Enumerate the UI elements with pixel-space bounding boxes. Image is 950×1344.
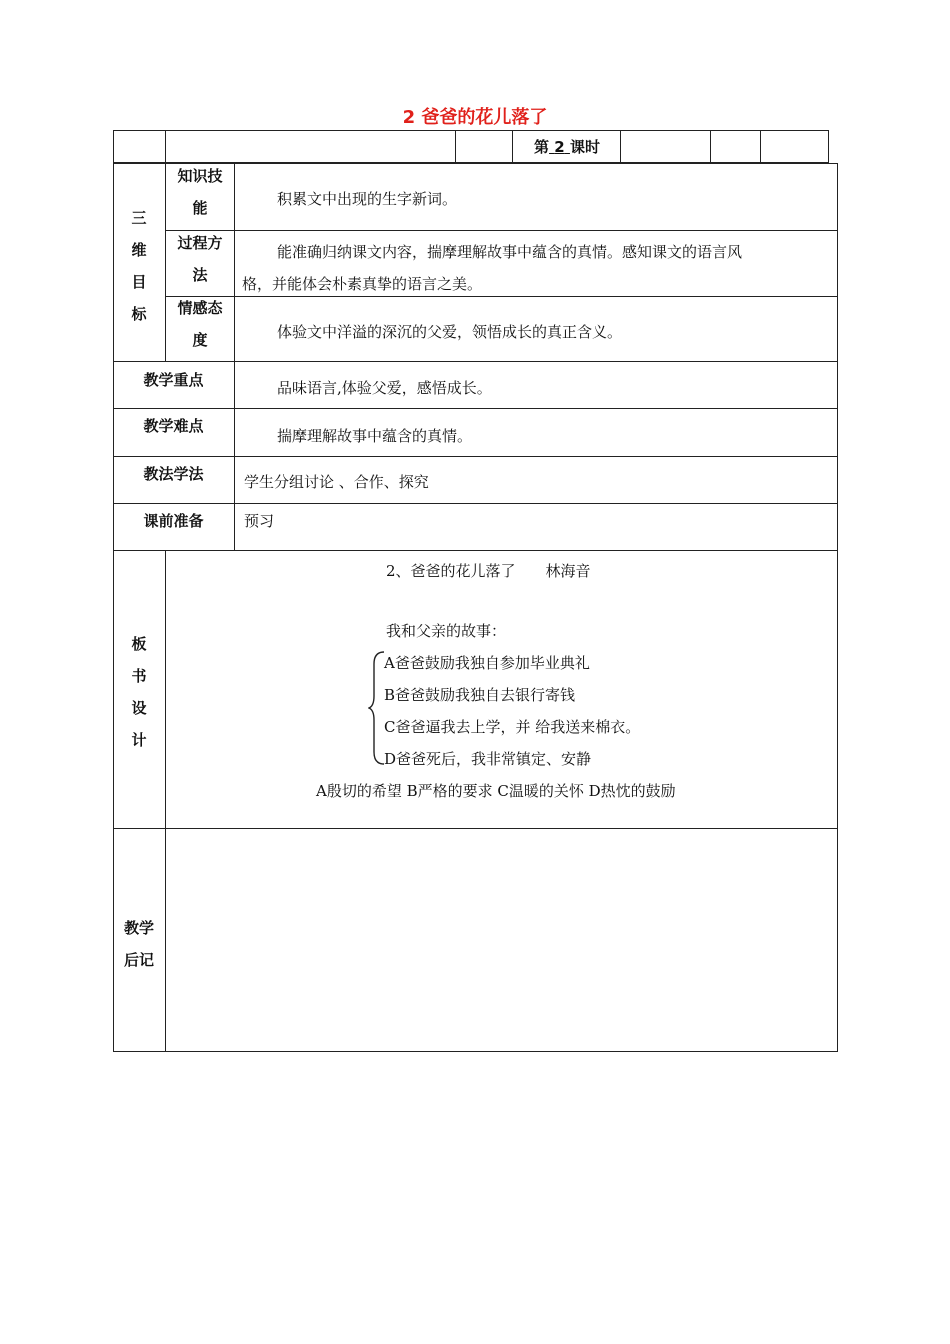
method-label: 教法学法 — [143, 465, 204, 483]
list-item: A爸爸鼓励我独自参加毕业典礼 — [384, 654, 590, 672]
focus-content: 品味语言,体验父爱，感悟成长。 — [277, 379, 492, 397]
list-item: C爸爸逼我去上学，并 给我送来棉衣。 — [384, 718, 641, 736]
knowledge-content: 积累文中出现的生字新词。 — [277, 190, 458, 208]
page-title: 2 爸爸的花儿落了 — [402, 107, 548, 128]
lesson-number: 第 2 课时 — [534, 138, 600, 156]
difficulty-content: 揣摩理解故事中蕴含的真情。 — [277, 427, 473, 445]
difficulty-label: 教学难点 — [143, 417, 204, 435]
board-summary: A殷切的希望 B严格的要求 C温暖的关怀 D热忱的鼓励 — [316, 782, 676, 800]
list-item: B爸爸鼓励我独自去银行寄钱 — [384, 686, 576, 704]
list-item: D爸爸死后，我非常镇定、安静 — [384, 750, 592, 768]
method-content: 学生分组讨论 、合作、探究 — [244, 473, 429, 491]
board-heading: 2、爸爸的花儿落了 林海音 — [386, 562, 591, 580]
prep-label: 课前准备 — [143, 512, 204, 530]
emotion-content: 体验文中洋溢的深沉的父爱，领悟成长的真正含义。 — [277, 323, 623, 341]
focus-label: 教学重点 — [143, 371, 204, 389]
board-subheading: 我和父亲的故事： — [386, 622, 507, 640]
prep-content: 预习 — [244, 512, 275, 530]
